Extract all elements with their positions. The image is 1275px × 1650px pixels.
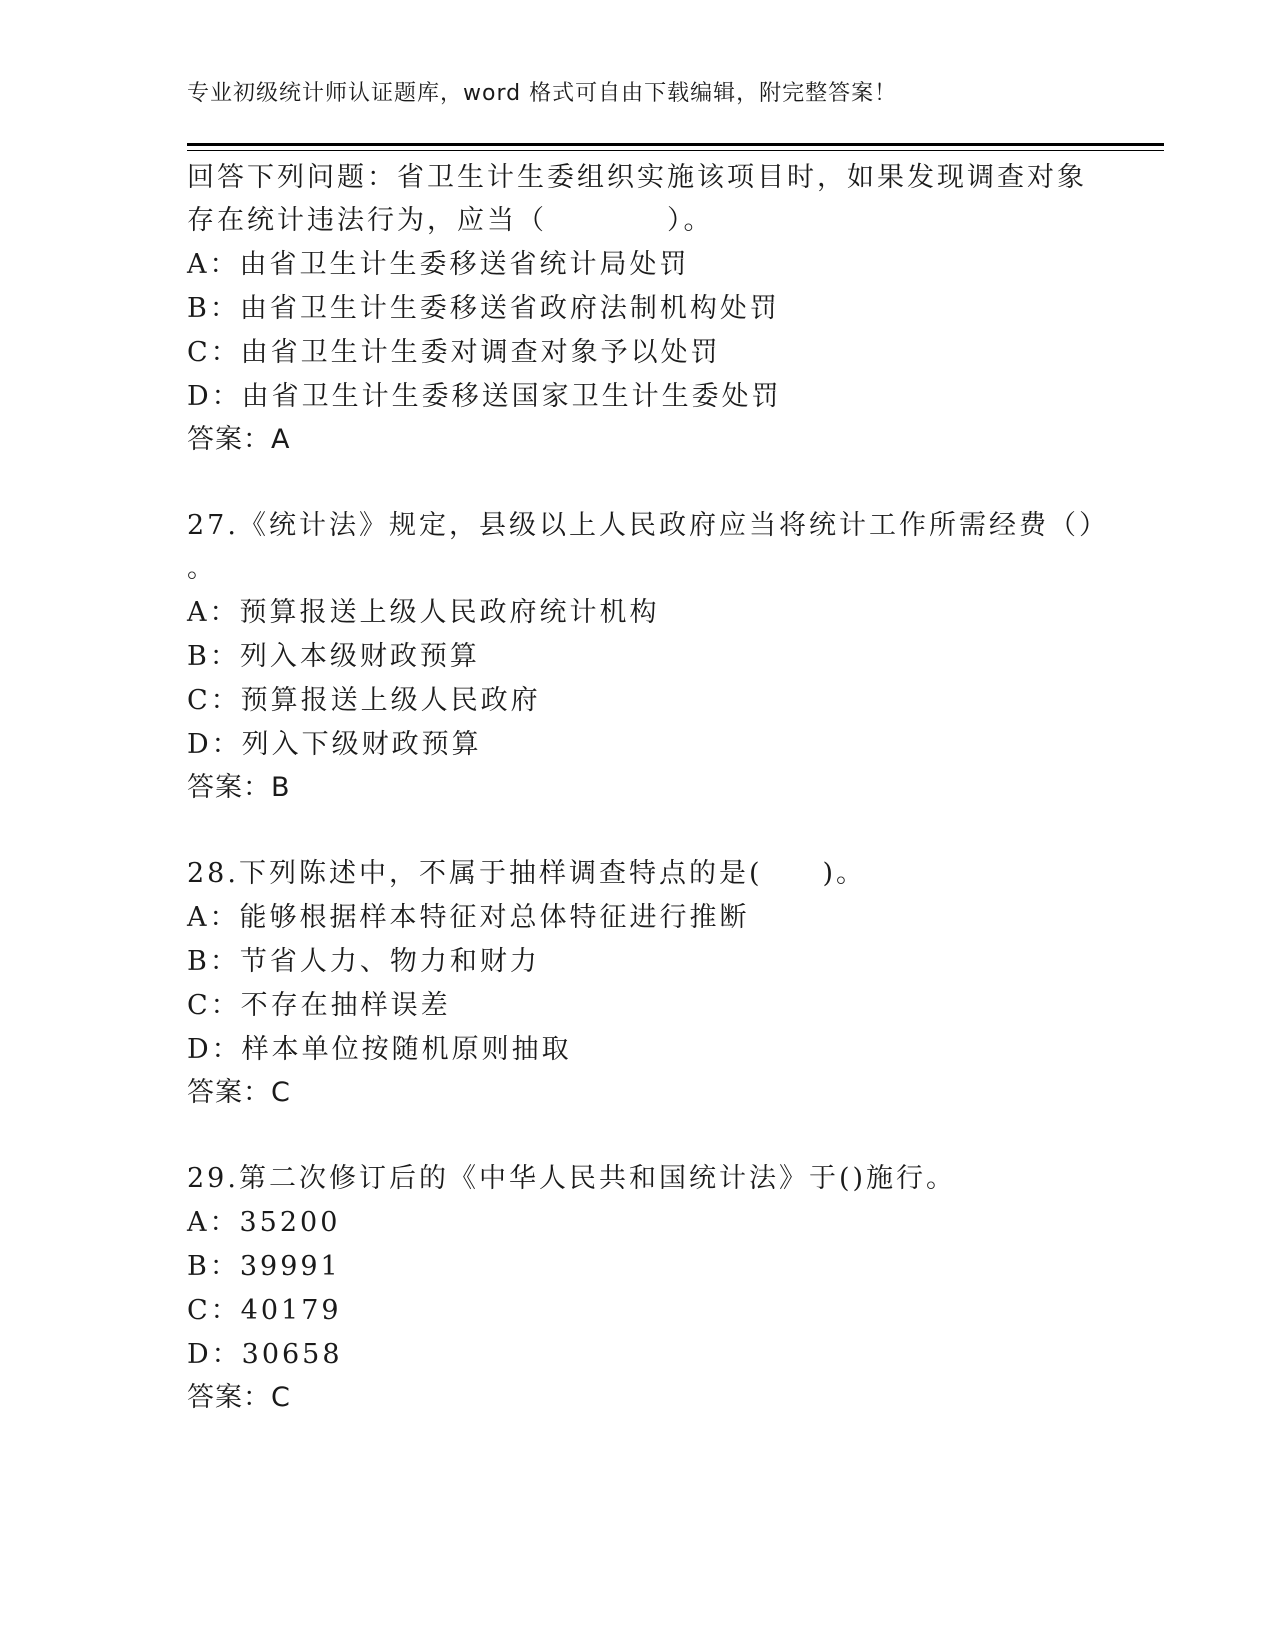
- question-text: 28.下列陈述中，不属于抽样调查特点的是( )。: [187, 858, 867, 889]
- header-rule-thick: [187, 143, 1164, 146]
- question-text: 。: [187, 553, 217, 584]
- option-a: A：由省卫生计生委移送省统计局处罚: [187, 249, 690, 280]
- option-a: A：能够根据样本特征对总体特征进行推断: [187, 902, 750, 933]
- answer-label: 答案：C: [187, 1077, 291, 1108]
- question-text: 27.《统计法》规定，县级以上人民政府应当将统计工作所需经费（）: [187, 510, 1109, 541]
- option-b: B：列入本级财政预算: [187, 641, 480, 672]
- option-b: B：39991: [187, 1251, 341, 1282]
- document-header: 专业初级统计师认证题库，word 格式可自由下载编辑，附完整答案！: [187, 81, 898, 106]
- option-c: C：由省卫生计生委对调查对象予以处罚: [187, 337, 721, 368]
- option-d: D：30658: [187, 1339, 343, 1370]
- question-text: 29.第二次修订后的《中华人民共和国统计法》于()施行。: [187, 1163, 957, 1194]
- header-rule-thin: [187, 150, 1164, 151]
- option-b: B：由省卫生计生委移送省政府法制机构处罚: [187, 293, 780, 324]
- option-d: D：由省卫生计生委移送国家卫生计生委处罚: [187, 381, 782, 412]
- option-b: B：节省人力、物力和财力: [187, 946, 540, 977]
- option-d: D：列入下级财政预算: [187, 729, 482, 760]
- answer-label: 答案：A: [187, 424, 291, 455]
- option-d: D：样本单位按随机原则抽取: [187, 1034, 572, 1065]
- answer-label: 答案：B: [187, 772, 291, 803]
- answer-label: 答案：C: [187, 1382, 291, 1413]
- option-a: A：35200: [187, 1207, 341, 1238]
- option-c: C：不存在抽样误差: [187, 990, 451, 1021]
- option-c: C：40179: [187, 1295, 342, 1326]
- question-text: 存在统计违法行为，应当（ ）。: [187, 205, 714, 236]
- question-text: 回答下列问题：省卫生计生委组织实施该项目时，如果发现调查对象: [187, 162, 1087, 193]
- option-c: C：预算报送上级人民政府: [187, 685, 541, 716]
- option-a: A：预算报送上级人民政府统计机构: [187, 597, 660, 628]
